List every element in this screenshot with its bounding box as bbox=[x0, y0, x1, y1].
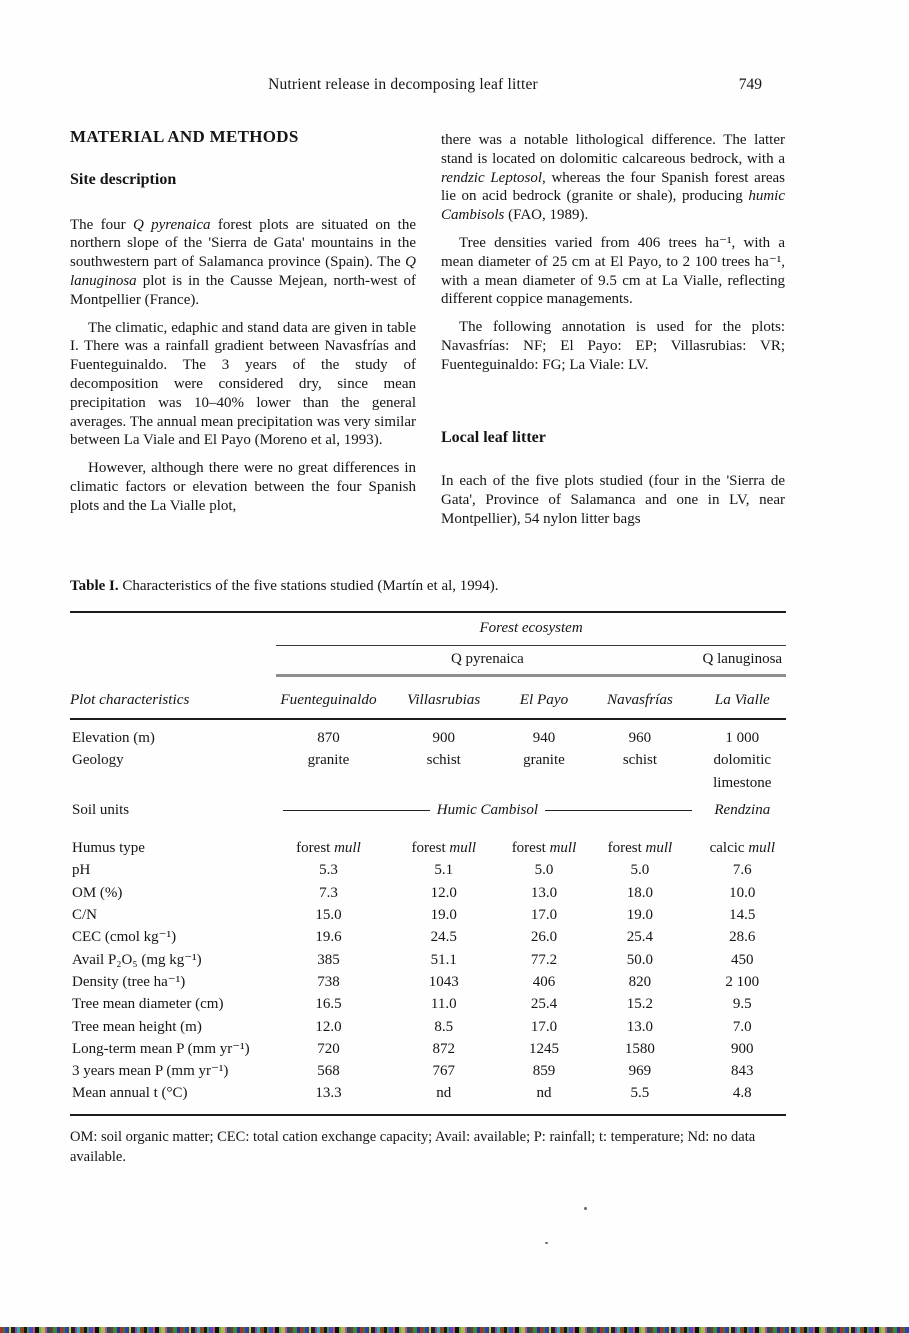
text-run: Q lanuginosa bbox=[70, 254, 416, 289]
scan-noise-strip bbox=[0, 1327, 909, 1333]
text-run: rendzic Leptosol bbox=[441, 169, 542, 186]
table-cell: Density (tree ha⁻¹) bbox=[72, 973, 186, 990]
table-cell: 940 bbox=[532, 730, 556, 746]
table-cell: 720 bbox=[317, 1040, 340, 1057]
table-cell: 568 bbox=[317, 1063, 340, 1080]
column-header-fuenteguinaldo: Fuenteguinaldo bbox=[280, 691, 377, 708]
table-cell: 7.6 bbox=[732, 862, 752, 879]
text-run: there was a notable lithological difference. The latter stand is located on dolomitic calcareous bedrock, with a bbox=[441, 132, 785, 167]
paragraph bbox=[441, 318, 785, 374]
table-cell: 28.6 bbox=[729, 929, 756, 946]
text-run: calcic bbox=[709, 840, 749, 857]
table-footnote: OM: soil organic matter; CEC: total cation exchange capacity; Avail: available; P: rainfall; t: temperature; Nd: no data available. bbox=[70, 1128, 756, 1165]
table-row bbox=[70, 1060, 786, 1082]
text-run: Tree densities varied from 406 trees ha⁻¹, with a mean diameter of 25 cm at El Payo, to 2 100 trees ha⁻¹, with a mean diameter of 9.5 cm at La Vialle, reflecting different coppice managements. bbox=[441, 234, 785, 308]
table-cell: 969 bbox=[628, 1063, 652, 1080]
table-cell: 3 years mean P (mm yr⁻¹) bbox=[72, 1063, 229, 1080]
table-cell: 5.5 bbox=[630, 1085, 650, 1102]
scan-speck bbox=[545, 1242, 548, 1244]
text-run: The four bbox=[70, 216, 133, 233]
table-cell: Rendzina bbox=[714, 801, 771, 818]
right-column-paragraphs-bottom bbox=[441, 472, 785, 528]
paragraph bbox=[441, 472, 785, 528]
table-row bbox=[70, 799, 786, 821]
table-cell: 900 bbox=[731, 1040, 754, 1057]
table-row bbox=[70, 971, 786, 993]
species-group-q-pyrenaica: Q pyrenaica bbox=[276, 646, 698, 677]
table-cell: 2 100 bbox=[725, 973, 760, 990]
table-cell: dolomitic limestone bbox=[713, 752, 772, 791]
table-cell: 406 bbox=[532, 973, 556, 990]
table-row bbox=[70, 749, 786, 794]
table-cell: 13.0 bbox=[530, 884, 558, 901]
table-cell: 9.5 bbox=[732, 996, 752, 1013]
table-cell: 26.0 bbox=[530, 929, 558, 946]
table-row bbox=[70, 720, 786, 749]
table-1 bbox=[70, 578, 786, 1167]
table-cell: 4.8 bbox=[732, 1085, 752, 1102]
table-cell: 900 bbox=[432, 730, 455, 746]
table-body bbox=[70, 720, 786, 1105]
table-cell: CEC (cmol kg⁻¹) bbox=[72, 929, 177, 946]
table-cell: 25.4 bbox=[530, 996, 558, 1013]
table-row bbox=[70, 1038, 786, 1060]
table-cell: Elevation (m) bbox=[72, 730, 155, 746]
text-run: forest bbox=[411, 840, 450, 857]
text-run: However, although there were no great differences in climatic factors or elevation between the four Spanish plots and the La Vialle plot, bbox=[70, 460, 416, 514]
table-cell: Tree mean height (m) bbox=[72, 1018, 202, 1035]
column-header-la-vialle: La Vialle bbox=[714, 691, 770, 708]
table-cell: 19.0 bbox=[626, 907, 654, 924]
column-header-el-payo: El Payo bbox=[519, 691, 569, 708]
table-cell: 16.5 bbox=[315, 996, 342, 1013]
local-leaf-litter-heading: Local leaf litter bbox=[441, 428, 546, 446]
forest-ecosystem-header-row bbox=[70, 613, 786, 646]
table-cell: 5.3 bbox=[319, 862, 338, 879]
table-cell: 820 bbox=[628, 973, 652, 990]
table-cell: 15.2 bbox=[626, 996, 654, 1013]
column-header-plot-characteristics: Plot characteristics bbox=[70, 691, 190, 708]
table-cell: nd bbox=[436, 1085, 452, 1102]
table-cell: 1245 bbox=[528, 1040, 559, 1057]
table-cell: 19.6 bbox=[315, 929, 342, 946]
running-head-title: Nutrient release in decomposing leaf litter bbox=[268, 76, 538, 93]
table-cell: 960 bbox=[628, 730, 652, 746]
text-run: Q pyrenaica bbox=[132, 216, 211, 233]
running-head bbox=[70, 76, 786, 98]
table-cell: 1580 bbox=[624, 1040, 655, 1057]
text-run: forest bbox=[607, 840, 646, 857]
text-run: plot is in the Causse Mejean, north-west of Montpellier (France). bbox=[70, 272, 416, 308]
table-cell: 7.3 bbox=[319, 884, 338, 901]
table-cell: granite bbox=[523, 752, 565, 769]
table-cell: 10.0 bbox=[729, 884, 756, 901]
table-row bbox=[70, 949, 786, 971]
table-cell: 17.0 bbox=[530, 1018, 558, 1035]
table-caption-label: Table I. bbox=[70, 578, 119, 594]
right-column bbox=[441, 131, 785, 529]
rule-dash bbox=[545, 810, 692, 811]
table-cell: 450 bbox=[731, 951, 754, 968]
table-cell: 77.2 bbox=[530, 951, 558, 968]
left-column bbox=[70, 128, 416, 516]
table-cell: Mean annual t (°C) bbox=[72, 1085, 188, 1102]
table-row bbox=[70, 1082, 786, 1104]
right-column-paragraphs-top bbox=[441, 131, 785, 375]
table-row bbox=[70, 993, 786, 1015]
table-row bbox=[70, 882, 786, 904]
table-cell: Tree mean diameter (cm) bbox=[72, 996, 224, 1013]
rule-dash bbox=[283, 810, 430, 811]
table-cell: nd bbox=[536, 1085, 552, 1102]
table-cell: 13.0 bbox=[626, 1018, 654, 1035]
text-run: mull bbox=[549, 840, 577, 857]
table-cell: 385 bbox=[317, 951, 340, 968]
table-cell: 13.3 bbox=[315, 1085, 342, 1102]
table-cell: schist bbox=[622, 752, 657, 769]
table-row bbox=[70, 859, 786, 881]
table-cell: 859 bbox=[532, 1063, 556, 1080]
table-cell: 17.0 bbox=[530, 907, 558, 924]
table-cell: 1043 bbox=[428, 973, 459, 990]
table-cell: Soil units bbox=[72, 801, 130, 818]
soil-units-span-cell bbox=[276, 799, 698, 821]
table-cell: 870 bbox=[317, 730, 340, 746]
table-caption-text: Characteristics of the five stations studied (Martín et al, 1994). bbox=[118, 578, 499, 594]
table-cell bbox=[699, 837, 786, 859]
table-cell: 5.0 bbox=[630, 862, 650, 879]
table-cell: 14.5 bbox=[729, 907, 756, 924]
species-group-row bbox=[70, 646, 786, 677]
empty-cell bbox=[70, 613, 276, 646]
table-cell: 843 bbox=[731, 1063, 754, 1080]
species-group-q-lanuginosa: Q lanuginosa bbox=[699, 646, 786, 677]
text-run: mull bbox=[334, 840, 361, 857]
material-and-methods-heading: MATERIAL AND METHODS bbox=[70, 127, 299, 146]
table-cell bbox=[581, 837, 698, 859]
soil-unit-name: Humic Cambisol bbox=[436, 801, 539, 818]
text-run: In each of the five plots studied (four in the 'Sierra de Gata', Province of Salamanca and one in LV, near Montpellier), 54 nylon litter bags bbox=[441, 473, 785, 527]
paragraph bbox=[70, 319, 416, 451]
table-cell: 51.1 bbox=[430, 951, 457, 968]
text-run: forest plots are situated on the northern slope of the 'Sierra de Gata' mountains in the southwestern part of Salamanca province (Spain). The bbox=[70, 216, 416, 271]
table-cell bbox=[381, 837, 507, 859]
table-cell bbox=[507, 837, 581, 859]
table-cell: Avail P₂O₅ (mg kg⁻¹) bbox=[72, 951, 202, 968]
paragraph bbox=[441, 234, 785, 309]
column-header-navasfrias: Navasfrías bbox=[607, 691, 673, 708]
table-cell: 25.4 bbox=[626, 929, 654, 946]
table-cell: 738 bbox=[317, 973, 340, 990]
table-cell: 24.5 bbox=[430, 929, 457, 946]
text-run: forest bbox=[296, 840, 335, 857]
table-row bbox=[70, 904, 786, 926]
table-cell: pH bbox=[72, 862, 91, 879]
table-cell: 11.0 bbox=[430, 996, 457, 1013]
text-run: mull bbox=[645, 840, 673, 857]
table-cell: granite bbox=[307, 752, 350, 769]
table-cell: Long-term mean P (mm yr⁻¹) bbox=[72, 1040, 250, 1057]
table-cell: Geology bbox=[72, 752, 124, 769]
text-run: mull bbox=[748, 840, 775, 857]
page-number: 749 bbox=[738, 76, 762, 93]
site-description-heading: Site description bbox=[70, 170, 177, 188]
table-cell: 12.0 bbox=[315, 1018, 342, 1035]
table-bottom-rule bbox=[70, 1114, 786, 1116]
scan-speck bbox=[584, 1207, 587, 1210]
text-run: humic Cambisols bbox=[441, 188, 785, 224]
forest-ecosystem-header: Forest ecosystem bbox=[276, 613, 786, 646]
table-cell bbox=[276, 837, 381, 859]
text-run: (FAO, 1989). bbox=[504, 207, 589, 224]
paragraph bbox=[70, 459, 416, 515]
text-run: forest bbox=[511, 840, 550, 857]
table-cell: OM (%) bbox=[72, 884, 123, 901]
table-row bbox=[70, 926, 786, 948]
text-run: The climatic, edaphic and stand data are given in table I. There was a rainfall gradient between Navasfrías and Fuenteguinaldo. The 3 years of the study of decomposition were considered dry, since mean precipitation was 10–40% lower than the general averages. The annual mean precipitation was very similar between La Viale and El Payo (Moreno et al, 1993). bbox=[70, 319, 416, 449]
table-cell: C/N bbox=[72, 907, 98, 924]
text-run: mull bbox=[449, 840, 477, 857]
table-cell: Humus type bbox=[72, 840, 145, 857]
text-run: The following annotation is used for the plots: Navasfrías: NF; El Payo: EP; Villasrubias: VR; Fuenteguinaldo: FG; La Viale: LV. bbox=[441, 319, 785, 373]
text-run: , whereas the four Spanish forest areas lie on acid bedrock (granite or shale), producing bbox=[441, 169, 785, 205]
left-column-paragraphs bbox=[70, 216, 416, 516]
table-row bbox=[70, 837, 786, 859]
column-header-villasrubias: Villasrubias bbox=[407, 691, 481, 708]
table-row bbox=[70, 1016, 786, 1038]
table-cell: 767 bbox=[432, 1063, 455, 1080]
paragraph bbox=[70, 216, 416, 310]
table-cell: 19.0 bbox=[430, 907, 457, 924]
table-cell: 50.0 bbox=[626, 951, 654, 968]
table-cell: 12.0 bbox=[430, 884, 457, 901]
table-cell: 8.5 bbox=[434, 1018, 454, 1035]
table-cell: 5.1 bbox=[434, 862, 454, 879]
table-cell: 18.0 bbox=[626, 884, 654, 901]
table-cell: 15.0 bbox=[315, 907, 342, 924]
table-cell: 5.0 bbox=[534, 862, 554, 879]
table-cell: 1 000 bbox=[725, 730, 760, 746]
paragraph bbox=[441, 131, 785, 225]
table-cell: 872 bbox=[432, 1040, 455, 1057]
table-cell: schist bbox=[426, 752, 461, 769]
table-caption bbox=[70, 578, 786, 595]
column-header-row bbox=[70, 677, 786, 718]
table-cell: 7.0 bbox=[732, 1018, 752, 1035]
